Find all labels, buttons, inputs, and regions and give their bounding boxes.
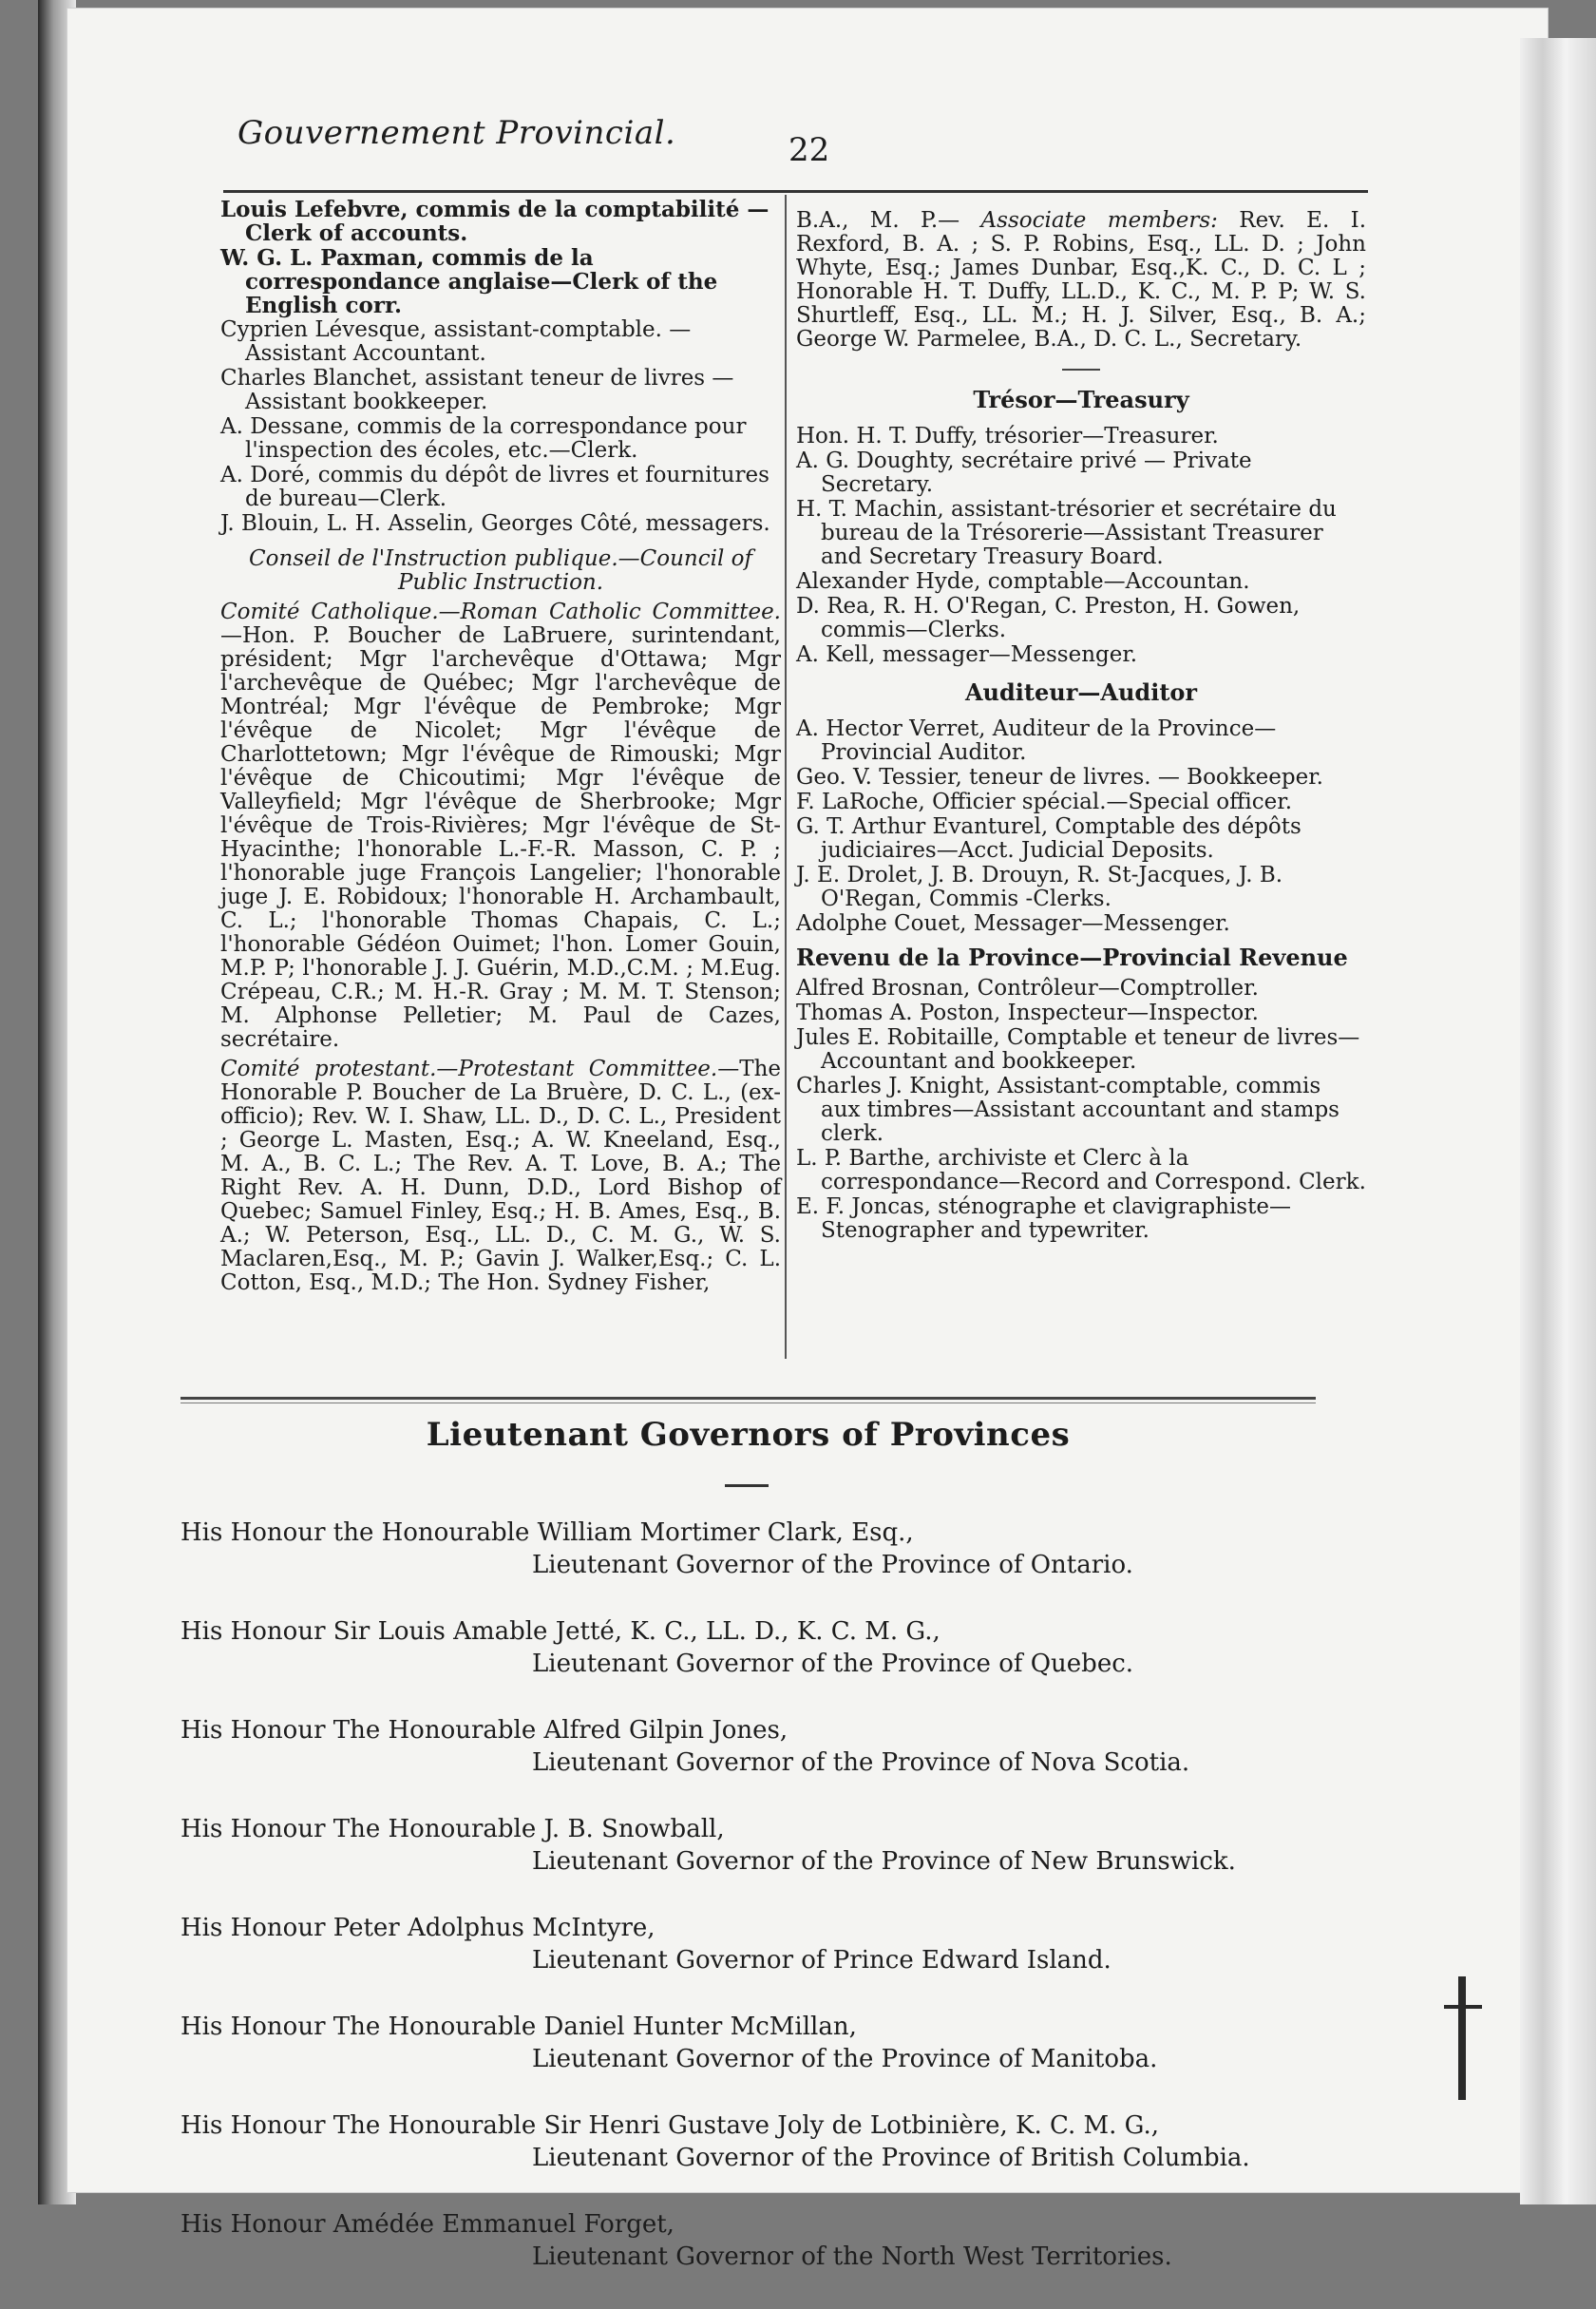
governor-name: His Honour The Honourable Daniel Hunter McMillan, (180, 2013, 857, 2041)
governor-office: Lieutenant Governor of Prince Edward Island. (532, 1946, 1112, 1975)
governor-name: His Honour The Honourable Sir Henri Gustave Joly de Lotbinière, K. C. M. G., (180, 2111, 1160, 2140)
governor-name: His Honour Sir Louis Amable Jetté, K. C., LL. D., K. C. M. G., (180, 1617, 940, 1646)
governor-office: Lieutenant Governor of the North West Territories. (532, 2242, 1172, 2271)
lieutenant-governors-title: Lieutenant Governors of Provinces (426, 1416, 1071, 1454)
governor-entry (152, 2111, 1273, 2176)
header-rule (223, 190, 1368, 193)
protestant-committee-lead: Comité protestant.—Protestant Committee. (220, 1057, 718, 1081)
treasury-heading: Trésor—Treasury (973, 386, 1189, 413)
staff-entry: A. Doré, commis du dépôt de livres et fournitures de bureau—Clerk. (220, 463, 770, 511)
column-divider (785, 195, 787, 1359)
treasury-entry: Alexander Hyde, comptable—Accountan. (796, 569, 1250, 594)
protestant-committee-members: —The Honorable P. Boucher de La Bruère, D. C. L., (ex-officio); Rev. W. I. Shaw, LL. D., D. C. L., President ; George L. Masten, Esq.; A. W. Kneeland, Esq., M. A., B. C. L.; The Rev. A. T. Love, B. A.; The Right Rev. A. H. Dunn, D.D., Lord Bishop of Quebec; Samuel Finley, Esq.; H. B. Ames, Esq., B. A.; W. Peterson, Esq., LL. D., C. M. G., W. S. Maclaren,Esq., M. P.; Gavin J. Walker,Esq.; C. L. Cotton, Esq., M.D.; The Hon. Sydney Fisher, (220, 1057, 781, 1295)
treasury-entry: A. Kell, messager—Messenger. (796, 642, 1138, 667)
governor-entry (152, 1914, 1273, 1978)
auditor-entry: Geo. V. Tessier, teneur de livres. — Bookkeeper. (796, 765, 1323, 790)
governor-office: Lieutenant Governor of the Province of Quebec. (532, 1650, 1134, 1678)
governor-office: Lieutenant Governor of the Province of Ontario. (532, 1551, 1133, 1579)
protestant-committee (220, 1058, 781, 1295)
right-column (796, 209, 1366, 1359)
staff-entry: A. Dessane, commis de la correspondance pour l'inspection des écoles, etc.—Clerk. (220, 414, 747, 463)
revenue-entry: Alfred Brosnan, Contrôleur—Comptroller. (796, 976, 1259, 1001)
scan-mark (1444, 2005, 1482, 2009)
governor-name: His Honour the Honourable William Mortimer Clark, Esq., (180, 1518, 914, 1547)
treasury-entry: D. Rea, R. H. O'Regan, C. Preston, H. Gowen, commis—Clerks. (796, 594, 1301, 642)
revenue-entry: E. F. Joncas, sténographe et clavigraphiste—Stenographer and typewriter. (796, 1194, 1291, 1243)
page-number: 22 (788, 131, 830, 169)
governor-name: His Honour Peter Adolphus McIntyre, (180, 1914, 656, 1942)
associate-members-lead: Associate members: (980, 208, 1218, 233)
catholic-committee-lead: Comité Catholique.—Roman Catholic Committee. (220, 600, 781, 624)
revenue-entry: Jules E. Robitaille, Comptable et teneur de livres—Accountant and bookkeeper. (796, 1025, 1360, 1074)
auditor-entry: Adolphe Couet, Messager—Messenger. (796, 911, 1230, 936)
treasury-entry: H. T. Machin, assistant-trésorier et secrétaire du bureau de la Trésorerie—Assistant Treasurer and Secretary Treasury Board. (796, 497, 1337, 569)
council-title: Conseil de l'Instruction publique.—Council of Public Instruction. (249, 546, 752, 595)
auditor-entry: J. E. Drolet, J. B. Drouyn, R. St-Jacques, J. B. O'Regan, Commis -Clerks. (796, 863, 1283, 911)
continuation-text: B.A., M. P.— (796, 208, 960, 233)
title-dash (725, 1484, 769, 1487)
governor-entry (152, 1617, 1273, 1682)
auditor-entry: A. Hector Verret, Auditeur de la Province—Provincial Auditor. (796, 716, 1277, 765)
revenue-entry: Thomas A. Poston, Inspecteur—Inspector. (796, 1001, 1259, 1025)
scan-right-edge (1520, 38, 1596, 2204)
auditor-entry: G. T. Arthur Evanturel, Comptable des dépôts judiciaires—Acct. Judicial Deposits. (796, 814, 1302, 863)
governor-entry (152, 2013, 1273, 2077)
scan-mark (1458, 1976, 1466, 2100)
left-column (220, 198, 781, 1359)
governor-office: Lieutenant Governor of the Province of British Columbia. (532, 2144, 1250, 2172)
associate-members-list: Rev. E. I. Rexford, B. A. ; S. P. Robins, Esq., LL. D. ; John Whyte, Esq.; James Dunbar, Esq.,K. C., D. C. L ; Honorable H. T. Duffy, LL.D., K. C., M. P. P; W. S. Shurtleff, Esq., LL. M.; H. J. Silver, Esq., B. A.; George W. Parmelee, B.A., D. C. L., Secretary. (796, 208, 1367, 352)
catholic-committee-members: —Hon. P. Boucher de LaBruere, surintendant, président; Mgr l'archevêque d'Ottawa; Mgr l'archevêque de Québec; Mgr l'archevêque de Montréal; Mgr l'évêque de Pembroke; Mgr l'évêque de Nicolet; Mgr l'évêque de Charlottetown; Mgr l'évêque de Rimouski; Mgr l'évêque de Chicoutimi; Mgr l'évêque de Valleyfield; Mgr l'évêque de Sherbrooke; Mgr l'évêque de Trois-Rivières; Mgr l'évêque de St-Hyacinthe; l'honorable L.-F.-R. Masson, C. P. ; l'honorable juge François Langelier; l'honorable juge J. E. Robidoux; l'honorable H. Archambault, C. L.; l'honorable Thomas Chapais, C. L.; l'honorable Gédéon Ouimet; l'hon. Lomer Gouin, M.P. P; l'honorable J. J. Guérin, M.D.,C.M. ; M.Eug. Crépeau, C.R.; M. H.-R. Gray ; M. M. T. Stenson; M. Alphonse Pelletier; M. Paul de Cazes, secrétaire. (220, 623, 781, 1052)
page-header (238, 114, 1358, 190)
catholic-committee (220, 601, 781, 1052)
staff-entry: J. Blouin, L. H. Asselin, Georges Côté, messagers. (220, 511, 770, 536)
staff-entry: W. G. L. Paxman, commis de la correspondance anglaise—Clerk of the English corr. (220, 245, 718, 318)
lieutenant-governors-list (152, 1518, 1273, 2309)
associate-members (796, 209, 1366, 352)
governor-office: Lieutenant Governor of the Province of Nova Scotia. (532, 1748, 1190, 1777)
governor-office: Lieutenant Governor of the Province of New Brunswick. (532, 1847, 1236, 1876)
treasury-entry: Hon. H. T. Duffy, trésorier—Treasurer. (796, 424, 1219, 448)
governor-office: Lieutenant Governor of the Province of Manitoba. (532, 2045, 1158, 2073)
revenue-entry: L. P. Barthe, archiviste et Clerc à la correspondance—Record and Correspond. Clerk. (796, 1146, 1366, 1194)
governor-entry (152, 1716, 1273, 1781)
auditor-heading: Auditeur—Auditor (964, 678, 1198, 706)
governor-name: His Honour Amédée Emmanuel Forget, (180, 2210, 674, 2239)
revenue-entry: Charles J. Knight, Assistant-comptable, commis aux timbres—Assistant accountant and stamps clerk. (796, 1074, 1340, 1146)
staff-entry: Charles Blanchet, assistant teneur de livres —Assistant bookkeeper. (220, 366, 734, 414)
governor-entry (152, 1815, 1273, 1880)
governor-name: His Honour The Honourable J. B. Snowball, (180, 1815, 725, 1843)
section-rule (180, 1397, 1316, 1400)
staff-entry: Louis Lefebvre, commis de la comptabilité —Clerk of accounts. (220, 197, 770, 246)
revenue-heading: Revenu de la Province—Provincial Revenue (796, 944, 1348, 971)
governor-entry (152, 1518, 1273, 1583)
running-title: Gouvernement Provincial. (238, 114, 676, 152)
treasury-entry: A. G. Doughty, secrétaire privé — Private Secretary. (796, 448, 1252, 497)
staff-entry: Cyprien Lévesque, assistant-comptable. —Assistant Accountant. (220, 317, 692, 366)
governor-name: His Honour The Honourable Alfred Gilpin Jones, (180, 1716, 788, 1745)
section-dash (1062, 369, 1100, 371)
auditor-entry: F. LaRoche, Officier spécial.—Special officer. (796, 790, 1293, 814)
governor-entry (152, 2210, 1273, 2275)
